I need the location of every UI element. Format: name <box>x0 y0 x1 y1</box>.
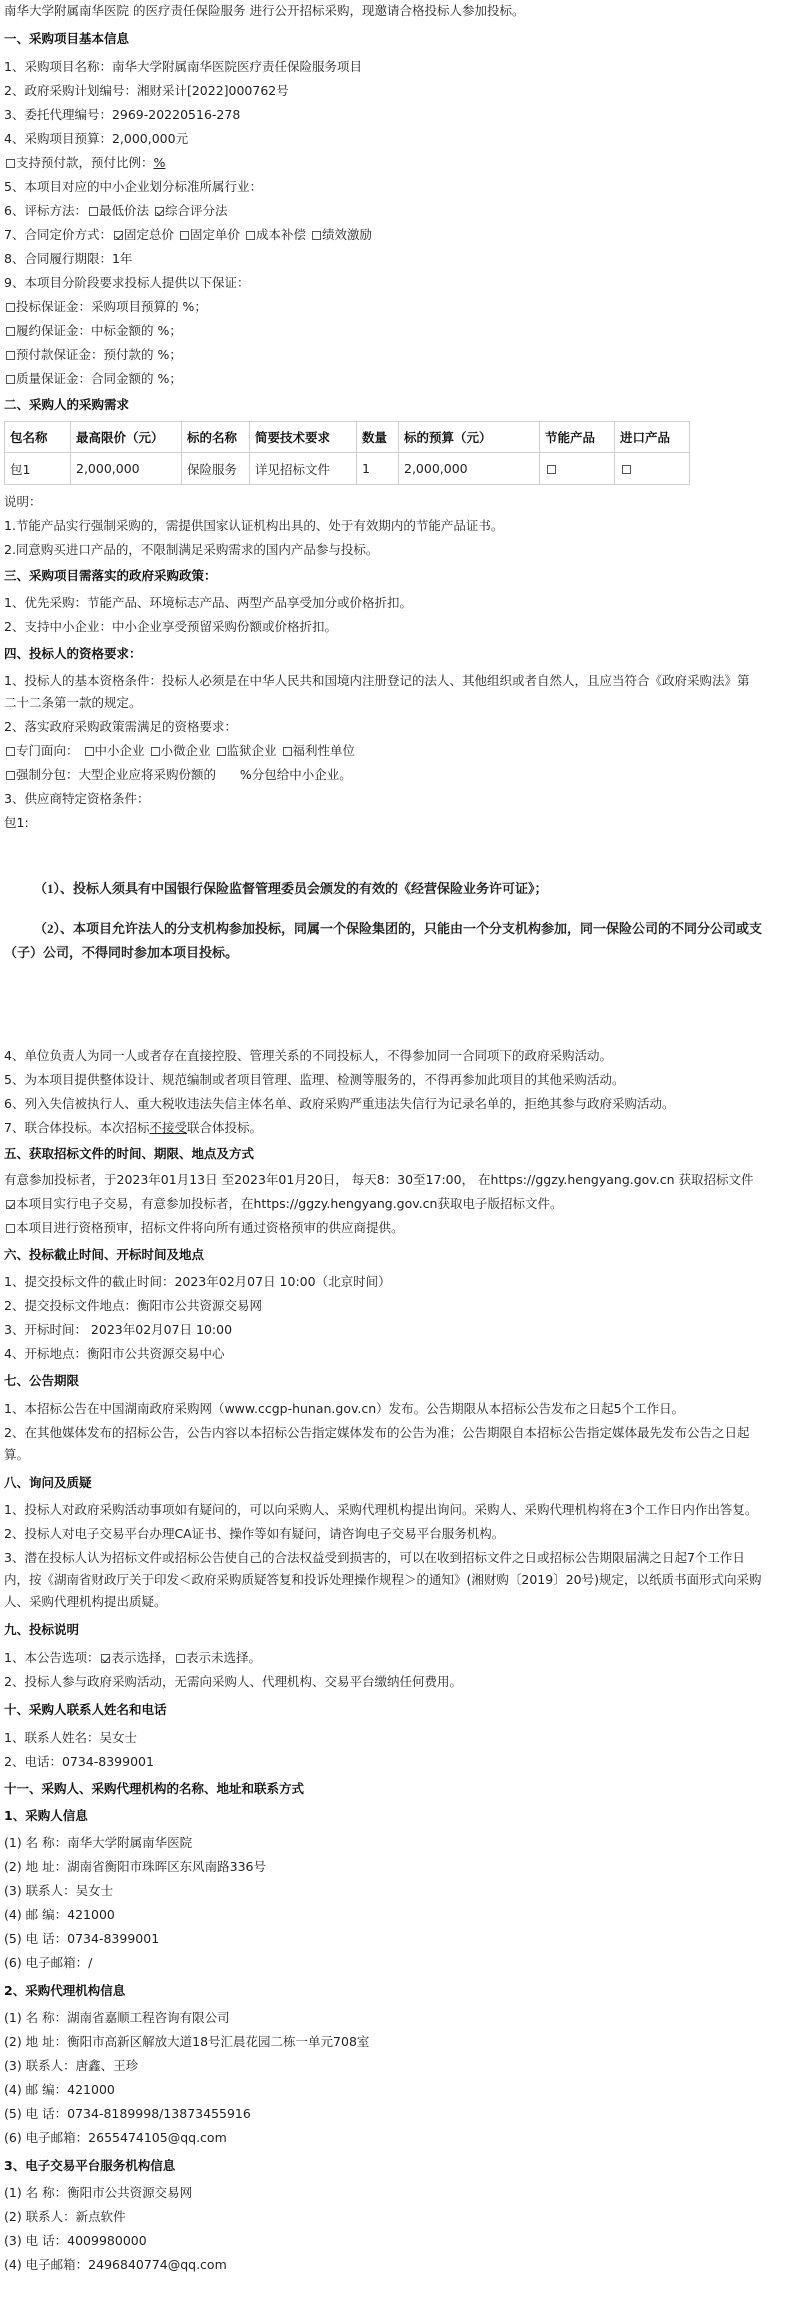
obtain-3: 本项目进行资格预审，招标文件将向所有通过资格预审的供应商提供。 <box>4 1219 404 1237</box>
qual-4: 4、单位负责人为同一人或者存在直接控股、管理关系的不同投标人，不得参加同一合同项下的政府采购活动。 <box>4 1048 612 1063</box>
table-row <box>5 453 690 485</box>
selected-example-checkbox <box>101 1654 110 1663</box>
platform-info-title: 3、电子交易平台服务机构信息 <box>4 2158 176 2173</box>
section-9-title: 九、投标说明 <box>4 1622 80 1637</box>
agent-line: (5) 电 话：0734-8189998/13873455916 <box>4 2106 251 2121</box>
platform-line: (2) 联系人：新点软件 <box>4 2209 126 2224</box>
requirements-table <box>4 421 690 485</box>
sme-industry: 5、本项目对应的中小企业划分标准所属行业： <box>4 179 262 194</box>
bid-note-2: 2、投标人参与政府采购活动，无需向采购人、代理机构、交易平台缴纳任何费用。 <box>4 1674 462 1689</box>
quality-guarantee-checkbox <box>6 375 15 384</box>
col-subject: 标的名称 <box>182 422 250 453</box>
period-2a: 2、在其他媒体发布的招标公告，公告内容以本招标公告指定媒体发布的公告为准；公告期限自本招标公告指定媒体最先发布公告之日起 <box>4 1425 750 1440</box>
qual-6: 6、列入失信被执行人、重大税收违法失信主体名单、政府采购严重违法失信行为记录名单的，拒绝其参与政府采购活动。 <box>4 1096 675 1111</box>
unselected-example-checkbox <box>176 1654 185 1663</box>
cell-import <box>615 453 690 485</box>
qual-7: 7、联合体投标。本次招标不接受联合体投标。 <box>4 1120 262 1135</box>
col-quantity: 数量 <box>357 422 399 453</box>
qual-3: 3、供应商特定资格条件： <box>4 791 150 806</box>
col-budget: 标的预算（元） <box>399 422 540 453</box>
submit-location: 2、提交投标文件地点：衡阳市公共资源交易网 <box>4 1298 262 1313</box>
agent-line: (2) 地 址：衡阳市高新区解放大道18号汇晨花园二栋一单元708室 <box>4 2034 370 2049</box>
inquiry-2: 2、投标人对电子交易平台办理CA证书、操作等如有疑问，请咨询电子交易平台服务机构。 <box>4 1526 505 1541</box>
plan-number: 2、政府采购计划编号：湘财采计[2022]000762号 <box>4 83 289 98</box>
buyer-info-title: 1、采购人信息 <box>4 1808 88 1823</box>
inquiry-1: 1、投标人对政府采购活动事项如有疑问的，可以向采购人、采购代理机构提出询问。采购人、采购代理机构将在3个工作日内作出答复。 <box>4 1502 758 1517</box>
col-package: 包名称 <box>5 422 71 453</box>
section-1-title: 一、采购项目基本信息 <box>4 31 130 46</box>
cell-energy <box>540 453 615 485</box>
contact-name: 1、联系人姓名：吴女士 <box>4 1730 137 1745</box>
section-11-title: 十一、采购人、采购代理机构的名称、地址和联系方式 <box>4 1781 305 1796</box>
project-name: 1、采购项目名称：南华大学附属南华医院医疗责任保险服务项目 <box>4 59 362 74</box>
col-max-price: 最高限价（元） <box>71 422 182 453</box>
package-1-label: 包1: <box>4 815 29 830</box>
note-1: 1.节能产品实行强制采购的，需提供国家认证机构出具的、处于有效期内的节能产品证书。 <box>4 518 504 533</box>
prepay-label: 支持预付款，预付比例： <box>16 155 154 170</box>
period-2b: 算。 <box>4 1447 30 1462</box>
obtain-2: 本项目实行电子交易，有意参加投标者，在https://ggzy.hengyang.gov.cn获取电子版招标文件。 <box>4 1195 562 1213</box>
buyer-line: (2) 地 址：湖南省衡阳市珠晖区东风南路336号 <box>4 1859 267 1874</box>
prequal-checkbox <box>6 1224 15 1233</box>
welfare-checkbox <box>283 747 292 756</box>
electronic-checkbox <box>6 1200 15 1209</box>
cell-subject: 保险服务 <box>182 453 250 485</box>
obtain-1: 有意参加投标者，于2023年01月13日 至2023年01月20日， 每天8：30至17:00， 在https://ggzy.hengyang.gov.cn 获取招标文件 <box>4 1172 754 1187</box>
prison-checkbox <box>217 747 226 756</box>
col-energy: 节能产品 <box>540 422 615 453</box>
col-import: 进口产品 <box>615 422 690 453</box>
specific-qual-2b: （子）公司，不得同时参加本项目投标。 <box>4 945 239 960</box>
prepay-checkbox <box>6 159 15 168</box>
qual-5: 5、为本项目提供整体设计、规范编制或者项目管理、监理、检测等服务的，不得再参加此项目的其他采购活动。 <box>4 1072 625 1087</box>
cell-tech: 详见招标文件 <box>250 453 357 485</box>
bid-guarantee: 投标保证金：采购项目预算的 %； <box>4 298 207 316</box>
bid-note-1: 1、本公告选项： 表示选择， 表示未选择。 <box>4 1650 261 1665</box>
buyer-line: (5) 电 话：0734-8399001 <box>4 1931 160 1946</box>
policy-1: 1、优先采购：节能产品、环境标志产品、两型产品享受加分或价格折扣。 <box>4 595 412 610</box>
eval-comprehensive-checkbox <box>155 207 164 216</box>
section-2-title: 二、采购人的采购需求 <box>4 397 130 412</box>
cell-budget: 2,000,000 <box>399 453 540 485</box>
agent-line: (3) 联系人：唐鑫、王珍 <box>4 2058 139 2073</box>
performance-guarantee-checkbox <box>6 327 15 336</box>
guarantee-label: 9、本项目分阶段要求投标人提供以下保证： <box>4 275 250 290</box>
bid-guarantee-checkbox <box>6 303 15 312</box>
delegate-number: 3、委托代理编号：2969-20220516-278 <box>4 107 241 122</box>
section-10-title: 十、采购人联系人姓名和电话 <box>4 1702 167 1717</box>
inquiry-3c: 人、采购代理机构提出质疑。 <box>4 1594 167 1609</box>
qual-1b: 二十二条第一款的规定。 <box>4 695 142 710</box>
specific-qual-2a: （2）、本项目允许法人的分支机构参加投标，同属一个保险集团的，只能由一个分支机构参加，同一保险公司的不同分公司或支 <box>34 921 763 936</box>
inquiry-3b: 内，按《湖南省财政厅关于印发＜政府采购质疑答复和投诉处理操作规程＞的通知》(湘财购〔2019〕20号)规定，以纸质书面形式向采购 <box>4 1572 762 1587</box>
sme-checkbox <box>85 747 94 756</box>
intro-text: 南华大学附属南华医院 的医疗责任保险服务 进行公开招标采购，现邀请合格投标人参加投标。 <box>4 3 525 18</box>
specific-qual-1: （1）、投标人须具有中国银行保险监督管理委员会颁发的有效的《经营保险业务许可证》； <box>34 881 548 896</box>
prepay-percent: % <box>153 155 166 170</box>
cell-quantity: 1 <box>357 453 399 485</box>
agent-line: (4) 邮 编：421000 <box>4 2082 115 2097</box>
opening-location: 4、开标地点：衡阳市公共资源交易中心 <box>4 1346 225 1361</box>
qual-1a: 1、投标人的基本资格条件：投标人必须是在中华人民共和国境内注册登记的法人、其他组织或者自然人，且应当符合《政府采购法》第 <box>4 673 750 688</box>
contract-term: 8、合同履行期限：1年 <box>4 251 133 266</box>
contract-pricing: 7、合同定价方式： 固定总价 固定单价 成本补偿 绩效激励 <box>4 227 372 242</box>
platform-line: (3) 电 话：4009980000 <box>4 2233 147 2248</box>
platform-line: (1) 名 称：衡阳市公共资源交易网 <box>4 2185 193 2200</box>
buyer-line: (4) 邮 编：421000 <box>4 1907 115 1922</box>
qual-2: 2、落实政府采购政策需满足的资格要求： <box>4 719 237 734</box>
inquiry-3a: 3、潜在投标人认为招标文件或招标公告使自己的合法权益受到损害的，可以在收到招标文件之日或招标公告期限届满之日起7个工作日 <box>4 1550 745 1565</box>
fixed-unit-checkbox <box>180 231 189 240</box>
agent-line: (1) 名 称：湖南省嘉顺工程咨询有限公司 <box>4 2010 230 2025</box>
table-header-row <box>5 422 690 453</box>
eval-lowest-checkbox <box>89 207 98 216</box>
buyer-line: (6) 电子邮箱：/ <box>4 1955 93 1970</box>
period-1: 1、本招标公告在中国湖南政府采购网（www.ccgp-hunan.gov.cn）发布。公告期限从本招标公告发布之日起5个工作日。 <box>4 1401 685 1416</box>
import-checkbox <box>622 465 631 474</box>
section-7-title: 七、公告期限 <box>4 1373 80 1388</box>
agent-info-title: 2、采购代理机构信息 <box>4 1983 126 1998</box>
col-tech: 简要技术要求 <box>250 422 357 453</box>
special-facing: 专门面向： 中小企业 小微企业 监狱企业 福利性单位 <box>4 742 355 760</box>
performance-checkbox <box>312 231 321 240</box>
evaluation-method: 6、评标方法： 最低价法 综合评分法 <box>4 203 228 218</box>
policy-2: 2、支持中小企业：中小企业享受预留采购份额或价格折扣。 <box>4 619 337 634</box>
project-budget: 4、采购项目预算：2,000,000元 <box>4 131 189 146</box>
section-6-title: 六、投标截止时间、开标时间及地点 <box>4 1247 205 1262</box>
note-2: 2.同意购买进口产品的，不限制满足采购需求的国内产品参与投标。 <box>4 542 379 557</box>
mandatory-subcontract: 强制分包：大型企业应将采购份额的 %分包给中小企业。 <box>4 766 352 784</box>
buyer-line: (3) 联系人：吴女士 <box>4 1883 114 1898</box>
section-8-title: 八、询问及质疑 <box>4 1475 92 1490</box>
section-5-title: 五、获取招标文件的时间、期限、地点及方式 <box>4 1146 255 1161</box>
contact-phone: 2、电话：0734-8399001 <box>4 1754 154 1769</box>
energy-checkbox <box>547 465 556 474</box>
prepay-guarantee-checkbox <box>6 351 15 360</box>
quality-guarantee: 质量保证金：合同金额的 %； <box>4 370 182 388</box>
fixed-total-checkbox <box>114 231 123 240</box>
opening-time: 3、开标时间： 2023年02月07日 10:00 <box>4 1322 233 1337</box>
performance-guarantee: 履约保证金：中标金额的 %； <box>4 322 182 340</box>
micro-checkbox <box>151 747 160 756</box>
platform-line: (4) 电子邮箱：2496840774@qq.com <box>4 2257 227 2272</box>
special-facing-checkbox <box>6 747 15 756</box>
section-3-title: 三、采购项目需落实的政府采购政策： <box>4 568 217 583</box>
prepay-line <box>4 154 165 172</box>
section-4-title: 四、投标人的资格要求： <box>4 646 142 661</box>
buyer-line: (1) 名 称：南华大学附属南华医院 <box>4 1835 193 1850</box>
mandatory-checkbox <box>6 771 15 780</box>
agent-line: (6) 电子邮箱：2655474105@qq.com <box>4 2130 227 2145</box>
cell-package: 包1 <box>5 453 71 485</box>
prepay-guarantee: 预付款保证金：预付款的 %； <box>4 346 182 364</box>
note-title: 说明： <box>4 494 42 509</box>
cost-comp-checkbox <box>246 231 255 240</box>
cell-max-price: 2,000,000 <box>71 453 182 485</box>
deadline: 1、提交投标文件的截止时间：2023年02月07日 10:00（北京时间） <box>4 1274 391 1289</box>
